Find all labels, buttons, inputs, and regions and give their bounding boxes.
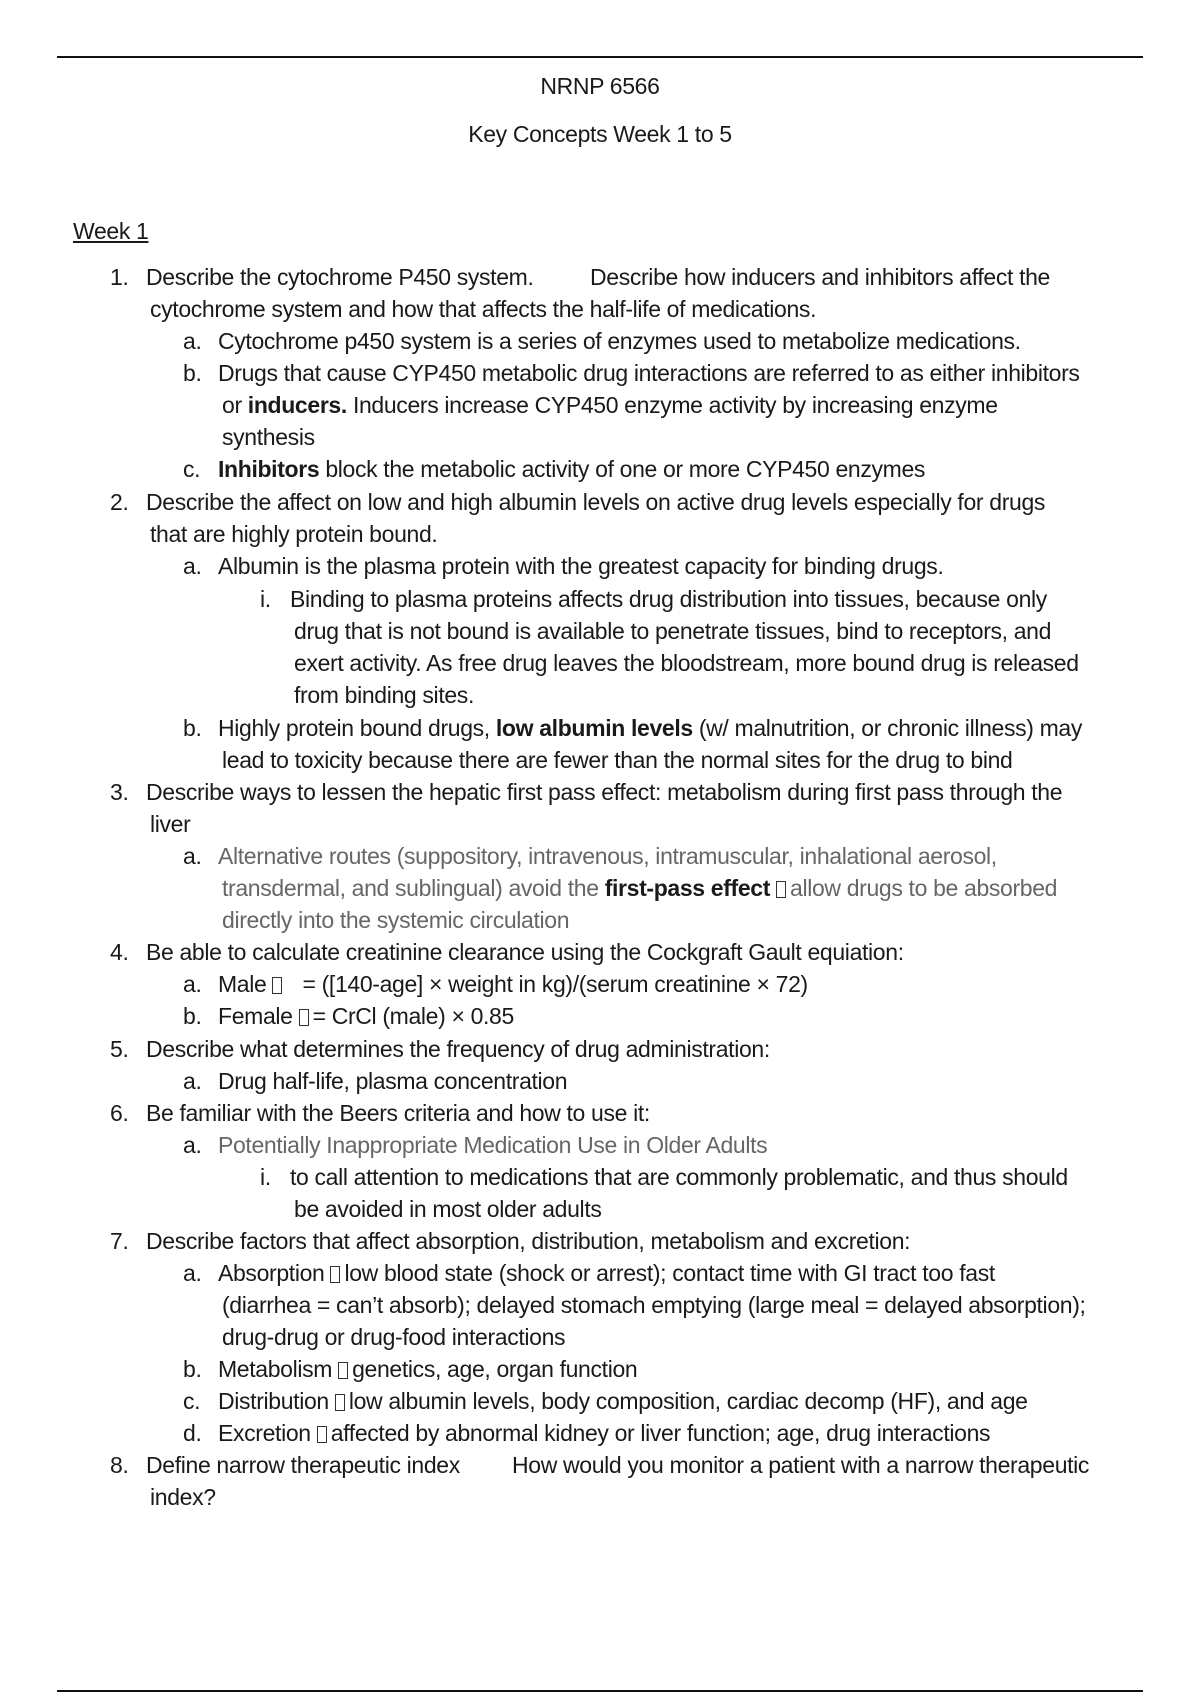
list-item-continued: exert activity. As free drug leaves the bloodstream, more bound drug is released xyxy=(294,650,1079,676)
question-1-line-2: cytochrome system and how that affects the half-life of medications. xyxy=(150,296,817,322)
list-item: Inhibitors block the metabolic activity of one or more CYP450 enzymes xyxy=(218,456,926,482)
list-item: Excretion affected by abnormal kidney or liver function; age, drug interactions xyxy=(218,1420,991,1446)
list-item: Absorption low blood state (shock or arrest); contact time with GI tract too fast xyxy=(218,1260,995,1286)
list-item: Albumin is the plasma protein with the greatest capacity for binding drugs. xyxy=(218,553,944,579)
list-marker: b. xyxy=(183,1356,202,1382)
missing-glyph-box-icon xyxy=(776,881,786,898)
list-marker: c. xyxy=(183,456,201,482)
question-6-line-1: Be familiar with the Beers criteria and how to use it: xyxy=(146,1100,650,1126)
question-8-number: 8. xyxy=(110,1452,129,1478)
list-item: Drug half-life, plasma concentration xyxy=(218,1068,568,1094)
list-item: Distribution low albumin levels, body composition, cardiac decomp (HF), and age xyxy=(218,1388,1028,1414)
list-marker: a. xyxy=(183,1260,202,1286)
list-marker: a. xyxy=(183,971,202,997)
missing-glyph-box-icon xyxy=(335,1394,345,1411)
top-rule xyxy=(57,56,1143,58)
missing-glyph-box-icon xyxy=(299,1009,309,1026)
list-marker: b. xyxy=(183,715,202,741)
list-item: Metabolism genetics, age, organ function xyxy=(218,1356,638,1382)
missing-glyph-box-icon xyxy=(317,1426,327,1443)
list-item: Cytochrome p450 system is a series of enzymes used to metabolize medications. xyxy=(218,328,1021,354)
question-5-line-1: Describe what determines the frequency of drug administration: xyxy=(146,1036,770,1062)
list-item-continued: drug-drug or drug-food interactions xyxy=(222,1324,566,1350)
question-8-line-1b: How would you monitor a patient with a narrow therapeutic xyxy=(512,1452,1090,1478)
list-marker: b. xyxy=(183,1003,202,1029)
question-1-line-1b: Describe how inducers and inhibitors affect the xyxy=(590,264,1051,290)
list-item: Highly protein bound drugs, low albumin levels (w/ malnutrition, or chronic illness) may xyxy=(218,715,1083,741)
missing-glyph-box-icon xyxy=(272,977,282,994)
list-item: to call attention to medications that are commonly problematic, and thus should xyxy=(290,1164,1068,1190)
list-item-continued: be avoided in most older adults xyxy=(294,1196,602,1222)
question-7-number: 7. xyxy=(110,1228,129,1254)
missing-glyph-box-icon xyxy=(338,1362,348,1379)
list-item-continued: or inducers. Inducers increase CYP450 enzyme activity by increasing enzyme xyxy=(222,392,998,418)
question-2-number: 2. xyxy=(110,489,129,515)
list-marker: a. xyxy=(183,1132,202,1158)
question-1-number: 1. xyxy=(110,264,129,290)
question-3-line-2: liver xyxy=(150,811,191,837)
list-item-continued: drug that is not bound is available to penetrate tissues, bind to receptors, and xyxy=(294,618,1052,644)
list-item-continued: directly into the systemic circulation xyxy=(222,907,570,933)
list-item: Drugs that cause CYP450 metabolic drug interactions are referred to as either inhibitors xyxy=(218,360,1080,386)
list-marker: a. xyxy=(183,1068,202,1094)
question-8-line-1a: Define narrow therapeutic index xyxy=(146,1452,460,1478)
list-item: Binding to plasma proteins affects drug distribution into tissues, because only xyxy=(290,586,1047,612)
week-heading: Week 1 xyxy=(73,218,149,244)
list-item: Male = ([140-age] × weight in kg)/(serum creatinine × 72) xyxy=(218,971,808,997)
question-4-number: 4. xyxy=(110,939,129,965)
question-8-line-2: index? xyxy=(150,1484,216,1510)
list-marker: b. xyxy=(183,360,202,386)
list-marker: c. xyxy=(183,1388,201,1414)
list-item-continued: transdermal, and sublingual) avoid the first-pass effect allow drugs to be absorbed xyxy=(222,875,1058,901)
question-3-number: 3. xyxy=(110,779,129,805)
question-4-line-1: Be able to calculate creatinine clearance using the Cockgraft Gault equiation: xyxy=(146,939,904,965)
list-marker: d. xyxy=(183,1420,202,1446)
question-1-line-1a: Describe the cytochrome P450 system. xyxy=(146,264,534,290)
question-2-line-1: Describe the affect on low and high albumin levels on active drug levels especially for drugs xyxy=(146,489,1046,515)
page-title: Key Concepts Week 1 to 5 xyxy=(468,121,732,147)
list-marker: a. xyxy=(183,328,202,354)
question-5-number: 5. xyxy=(110,1036,129,1062)
missing-glyph-box-icon xyxy=(330,1266,340,1283)
list-item: Alternative routes (suppository, intravenous, intramuscular, inhalational aerosol, xyxy=(218,843,997,869)
question-7-line-1: Describe factors that affect absorption, distribution, metabolism and excretion: xyxy=(146,1228,911,1254)
course-code: NRNP 6566 xyxy=(540,73,660,99)
list-marker: a. xyxy=(183,553,202,579)
list-marker: i. xyxy=(260,1164,271,1190)
bottom-rule xyxy=(57,1690,1143,1692)
list-item-continued: (diarrhea = can’t absorb); delayed stomach emptying (large meal = delayed absorption); xyxy=(222,1292,1086,1318)
list-item: Potentially Inappropriate Medication Use in Older Adults xyxy=(218,1132,768,1158)
list-marker: i. xyxy=(260,586,271,612)
list-item-continued: from binding sites. xyxy=(294,682,474,708)
list-item-continued: lead to toxicity because there are fewer than the normal sites for the drug to bind xyxy=(222,747,1013,773)
question-3-line-1: Describe ways to lessen the hepatic first pass effect: metabolism during first pass through the xyxy=(146,779,1063,805)
list-item-continued: synthesis xyxy=(222,424,315,450)
question-2-line-2: that are highly protein bound. xyxy=(150,521,438,547)
list-marker: a. xyxy=(183,843,202,869)
list-item: Female = CrCl (male) × 0.85 xyxy=(218,1003,514,1029)
question-6-number: 6. xyxy=(110,1100,129,1126)
